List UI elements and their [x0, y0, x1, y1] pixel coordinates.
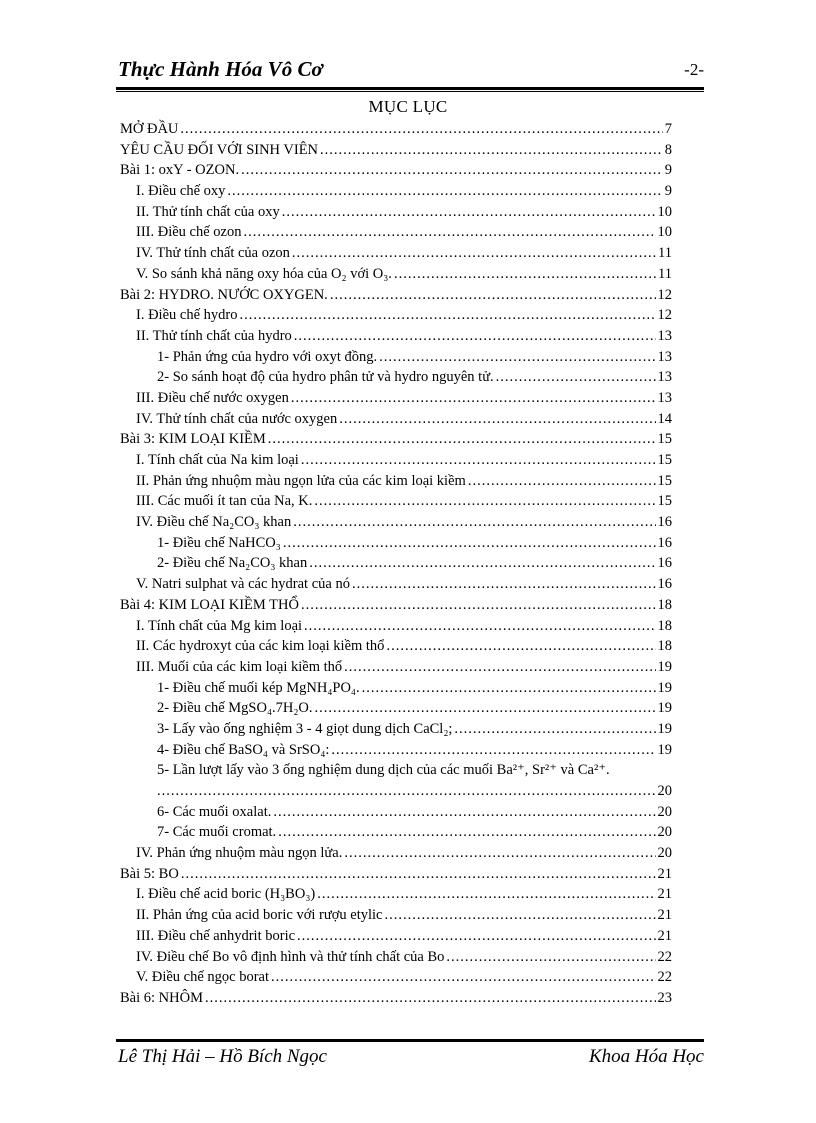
toc-entry[interactable]: [120, 202, 672, 223]
toc-entry-page: 21: [657, 927, 672, 944]
toc-entry[interactable]: [120, 988, 672, 1009]
toc-entry-page: 10: [657, 203, 672, 220]
toc-leader-dots: [352, 574, 656, 595]
toc-leader-dots: [227, 181, 662, 202]
toc-entry-title: 4- Điều chế BaSO₄ và SrSO₄:: [157, 741, 330, 758]
toc-entry-title: Bài 3: KIM LOẠI KIỀM: [120, 431, 266, 448]
toc-entry-page: 22: [657, 948, 672, 965]
toc-entry-title: V. So sánh khả năng oxy hóa của O₂ với O₃.: [136, 265, 392, 282]
toc-entry-title: I. Điều chế acid boric (H₃BO₃): [136, 886, 316, 903]
toc-entry[interactable]: [120, 574, 672, 595]
toc-entry-page: 14: [657, 410, 672, 427]
toc-entry-page: 9: [664, 183, 672, 200]
toc-entry-page: 20: [657, 824, 672, 841]
toc-leader-dots: [496, 367, 656, 388]
toc-leader-dots: [384, 905, 655, 926]
toc-entry-page: 21: [657, 886, 672, 903]
toc-entry[interactable]: [120, 905, 672, 926]
toc-leader-dots: [157, 781, 656, 802]
toc-entry-page: 22: [657, 969, 672, 986]
toc-entry-page: 13: [657, 327, 672, 344]
toc-entry[interactable]: [120, 678, 672, 699]
toc-entry-page: 9: [664, 162, 672, 179]
toc-leader-dots: [331, 740, 655, 761]
toc-leader-dots: [205, 988, 656, 1009]
toc-entry-title: 2- Điều chế MgSO₄.7H₂O.: [157, 700, 313, 717]
toc-leader-dots: [273, 802, 655, 823]
toc-entry-title: 7- Các muối cromat.: [157, 824, 277, 841]
toc-entry[interactable]: [120, 553, 672, 574]
toc-leader-dots: [304, 616, 655, 637]
toc-entry[interactable]: [120, 636, 672, 657]
toc-heading: MỤC LỤC: [368, 97, 448, 116]
toc-entry-page: 19: [657, 720, 672, 737]
toc-entry[interactable]: [120, 864, 672, 885]
toc-entry-page: 21: [657, 865, 672, 882]
toc-entry[interactable]: [120, 740, 672, 761]
toc-leader-dots: [309, 553, 655, 574]
toc-entry[interactable]: [120, 926, 672, 947]
toc-entry[interactable]: [120, 967, 672, 988]
toc-leader-dots: [362, 678, 656, 699]
toc-leader-dots: [278, 822, 655, 843]
toc-entry-page: 8: [664, 141, 672, 158]
toc-leader-dots: [344, 843, 655, 864]
toc-entry[interactable]: [120, 471, 672, 492]
toc-entry-page: 18: [657, 596, 672, 613]
toc-entry[interactable]: [120, 140, 672, 161]
toc-entry-title: IV. Thử tính chất của nước oxygen: [136, 410, 338, 427]
toc-entry-title: III. Điều chế ozon: [136, 224, 242, 241]
toc-entry-page: 15: [657, 431, 672, 448]
toc-entry-title: I. Tính chất của Na kim loại: [136, 452, 299, 468]
toc-entry-title: I. Điều chế hydro: [136, 307, 238, 324]
toc-leader-dots: [315, 698, 656, 719]
toc-entry-title: IV. Thử tính chất của ozon: [136, 245, 290, 262]
toc-entry-page: 16: [657, 514, 672, 531]
toc-entry-title: IV. Phản ứng nhuộm màu ngọn lửa.: [136, 845, 343, 862]
toc-entry-page: 19: [657, 700, 672, 717]
footer-faculty: Khoa Hóa Học: [588, 1046, 704, 1067]
toc-entry-page: 16: [657, 576, 672, 593]
toc-entry[interactable]: [120, 616, 672, 637]
toc-entry[interactable]: [120, 347, 672, 368]
toc-entry-page: 13: [657, 389, 672, 406]
toc-entry-title: II. Thử tính chất của oxy: [136, 203, 280, 220]
toc-entry-page: 7: [664, 121, 672, 137]
toc-entry-page: 12: [657, 286, 672, 303]
table-of-contents: [120, 119, 672, 1009]
toc-entry-page: 21: [657, 907, 672, 924]
toc-leader-dots: [243, 222, 655, 243]
header-rule: [116, 87, 704, 90]
toc-entry-title: III. Điều chế anhydrit boric: [136, 927, 296, 944]
toc-entry[interactable]: [120, 305, 672, 326]
toc-entry-title: MỞ ĐẦU: [120, 121, 179, 137]
toc-entry-page: 19: [657, 658, 672, 675]
toc-entry[interactable]: [120, 843, 672, 864]
toc-leader-dots: [294, 326, 656, 347]
toc-entry-title: 1- Điều chế NaHCO₃: [157, 534, 281, 551]
toc-entry-page: 10: [657, 224, 672, 241]
toc-entry-title: III. Các muối ít tan của Na, K.: [136, 493, 313, 510]
toc-entry-title: III. Điều chế nước oxygen: [136, 389, 289, 406]
toc-entry-title: II. Phản ứng nhuộm màu ngọn lửa của các kim loại kiềm: [136, 472, 466, 489]
toc-leader-dots: [344, 657, 655, 678]
toc-entry[interactable]: [120, 285, 672, 306]
toc-entry[interactable]: [120, 243, 672, 264]
toc-entry[interactable]: [120, 450, 672, 471]
toc-leader-dots: [339, 409, 655, 430]
footer-rule: [116, 1039, 704, 1042]
toc-entry[interactable]: [120, 533, 672, 554]
toc-leader-dots: [297, 926, 655, 947]
toc-leader-dots: [301, 450, 656, 471]
toc-entry-page: 13: [657, 369, 672, 386]
toc-entry-title: Bài 2: HYDRO. NƯỚC OXYGEN.: [120, 286, 328, 303]
toc-leader-dots: [283, 533, 656, 554]
toc-entry-page: 11: [658, 265, 672, 282]
toc-leader-dots: [320, 140, 663, 161]
toc-entry[interactable]: [120, 698, 672, 719]
toc-entry[interactable]: [120, 802, 672, 823]
toc-entry-page: 18: [657, 638, 672, 655]
toc-entry-title: 1- Phản ứng của hydro với oxyt đồng.: [157, 348, 378, 365]
toc-leader-dots: [314, 491, 655, 512]
toc-entry-title: III. Muối của các kim loại kiềm thổ: [136, 658, 343, 675]
toc-leader-dots: [282, 202, 656, 223]
header-page-number: -2-: [684, 60, 704, 79]
toc-entry-page: 12: [657, 307, 672, 324]
toc-entry-page: 15: [657, 452, 672, 468]
toc-entry[interactable]: [120, 409, 672, 430]
toc-leader-dots: [268, 429, 656, 450]
toc-entry[interactable]: [120, 119, 672, 140]
toc-entry[interactable]: [120, 760, 672, 781]
toc-entry-title: 6- Các muối oxalat.: [157, 803, 272, 820]
toc-entry-title: IV. Điều chế Na₂CO₃ khan: [136, 514, 292, 531]
toc-entry-page: 23: [657, 989, 672, 1006]
toc-entry-page: 20: [657, 803, 672, 820]
toc-entry-title: V. Natri sulphat và các hydrat của nó: [136, 576, 350, 593]
toc-entry-page: 16: [657, 555, 672, 572]
toc-entry[interactable]: [120, 388, 672, 409]
toc-entry-title: II. Thử tính chất của hydro: [136, 327, 292, 344]
toc-entry[interactable]: [120, 719, 672, 740]
toc-entry-page: 18: [657, 617, 672, 634]
toc-entry-title: YÊU CẦU ĐỐI VỚI SINH VIÊN: [120, 141, 319, 158]
toc-entry-title: Bài 4: KIM LOẠI KIỀM THỔ: [120, 596, 299, 613]
toc-entry[interactable]: [120, 326, 672, 347]
toc-entry[interactable]: [120, 512, 672, 533]
toc-entry[interactable]: [120, 781, 672, 802]
toc-entry[interactable]: [120, 595, 672, 616]
toc-leader-dots: [301, 595, 656, 616]
toc-entry-title: IV. Điều chế Bo vô định hình và thử tính chất của Bo: [136, 948, 445, 965]
toc-leader-dots: [394, 264, 656, 285]
toc-entry[interactable]: [120, 657, 672, 678]
toc-entry-title: Bài 5: BO: [120, 865, 179, 882]
toc-entry-page: 15: [657, 493, 672, 510]
toc-entry[interactable]: [120, 947, 672, 968]
toc-entry[interactable]: [120, 367, 672, 388]
toc-leader-dots: [239, 305, 655, 326]
toc-entry-title: 1- Điều chế muối kép MgNH₄PO₄.: [157, 679, 360, 696]
toc-entry-title: 3- Lấy vào ống nghiệm 3 - 4 giọt dung dịch CaCl₂;: [157, 720, 453, 737]
toc-leader-dots: [330, 285, 656, 306]
toc-entry-title: 2- So sánh hoạt độ của hydro phân tử và hydro nguyên tử.: [157, 369, 494, 386]
toc-leader-dots: [181, 864, 656, 885]
toc-leader-dots: [291, 388, 656, 409]
toc-leader-dots: [317, 884, 655, 905]
toc-entry-page: 19: [657, 741, 672, 758]
toc-entry[interactable]: [120, 884, 672, 905]
toc-leader-dots: [446, 947, 655, 968]
toc-leader-dots: [468, 471, 656, 492]
toc-leader-dots: [292, 243, 656, 264]
toc-entry[interactable]: [120, 222, 672, 243]
toc-entry-title: 5- Lần lượt lấy vào 3 ống nghiệm dung dịch của các muối Ba²⁺, Sr²⁺ và Ca²⁺.: [157, 762, 610, 779]
toc-leader-dots: [379, 347, 655, 368]
toc-entry-page: 13: [657, 348, 672, 365]
toc-entry-title: I. Tính chất của Mg kim loại: [136, 617, 303, 634]
toc-entry[interactable]: [120, 160, 672, 181]
toc-entry[interactable]: [120, 822, 672, 843]
toc-entry-page: 20: [657, 845, 672, 862]
toc-entry-title: Bài 1: oxY - OZON.: [120, 162, 240, 179]
header-title: Thực Hành Hóa Vô Cơ: [118, 57, 323, 81]
toc-entry[interactable]: [120, 181, 672, 202]
toc-entry-title: Bài 6: NHÔM: [120, 989, 203, 1006]
toc-entry-title: II. Phản ứng của acid boric với rượu etylic: [136, 907, 383, 924]
toc-leader-dots: [180, 119, 662, 140]
toc-leader-dots: [271, 967, 655, 988]
toc-entry-title: I. Điều chế oxy: [136, 183, 226, 200]
toc-entry-title: II. Các hydroxyt của các kim loại kiềm thổ: [136, 638, 385, 655]
toc-entry[interactable]: [120, 429, 672, 450]
footer-authors: Lê Thị Hải – Hồ Bích Ngọc: [118, 1046, 327, 1067]
toc-entry-title: 2- Điều chế Na₂CO₃ khan: [157, 555, 308, 572]
toc-entry-page: 11: [658, 245, 672, 262]
header-rule-thin: [116, 91, 704, 92]
toc-leader-dots: [293, 512, 655, 533]
page-header: [118, 57, 704, 87]
toc-entry-page: 15: [657, 472, 672, 489]
toc-entry[interactable]: [120, 491, 672, 512]
toc-entry-page: 19: [657, 679, 672, 696]
toc-entry-page: 20: [657, 783, 672, 799]
toc-entry[interactable]: [120, 264, 672, 285]
toc-entry-page: 16: [657, 534, 672, 551]
toc-leader-dots: [454, 719, 655, 740]
toc-entry-title: V. Điều chế ngọc borat: [136, 969, 270, 986]
toc-leader-dots: [386, 636, 655, 657]
toc-leader-dots: [241, 160, 663, 181]
